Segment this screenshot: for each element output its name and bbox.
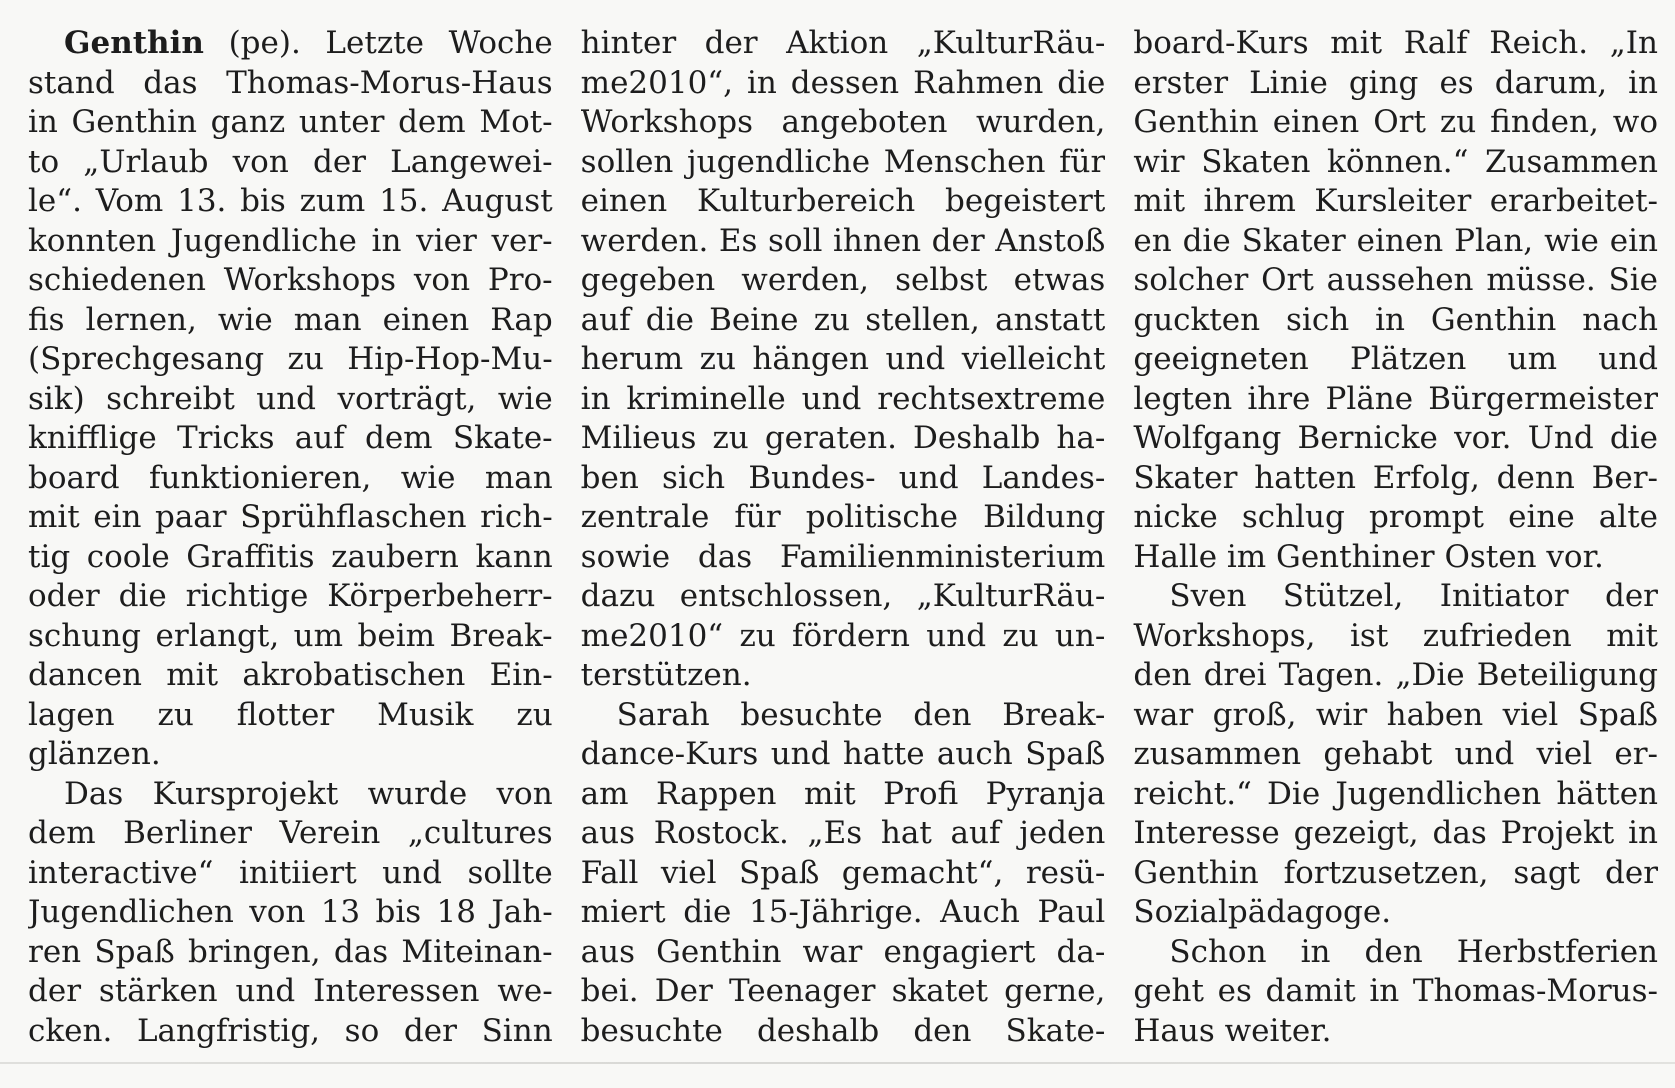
article-column-3: [1133, 24, 1658, 1064]
article-line: mit ihrem Kursleiter erarbeitet-: [1133, 183, 1659, 219]
article-line: werden. Es soll ihnen der Anstoß: [580, 222, 1106, 259]
article-line: lagen zu flotter Musik zu: [28, 696, 553, 733]
clipping-bottom-edge: [0, 1062, 1675, 1064]
article-line: Jugendlichen von 13 bis 18 Jah-: [28, 894, 553, 930]
article-line: Fall viel Spaß gemacht“, resü-: [580, 854, 1106, 891]
article-line: zentrale für politische Bildung: [580, 499, 1106, 535]
article-line: mit ein paar Sprühflaschen rich-: [28, 499, 553, 535]
article-line: oder die richtige Körperbeherr-: [28, 578, 553, 614]
article-line: sik) schreibt und vorträgt, wie: [28, 380, 553, 417]
article-line: Sozialpädagoge.: [1133, 894, 1392, 930]
article-line: Workshops angeboten wurden,: [580, 104, 1106, 140]
article-line: schung erlangt, um beim Break-: [28, 617, 553, 654]
article-column-2: [581, 24, 1106, 1064]
article-line: interactive“ initiiert und sollte: [28, 854, 553, 891]
article-line: cken. Langfristig, so der Sinn: [28, 1012, 553, 1049]
article-line: glänzen.: [28, 736, 161, 772]
article-line: miert die 15-Jährige. Auch Paul: [580, 894, 1106, 930]
article-line: ben sich Bundes- und Landes-: [580, 459, 1106, 496]
article-line: sowie das Familienministerium: [580, 538, 1106, 575]
article-line: der stärken und Interessen we-: [28, 973, 553, 1009]
article-line: in Genthin ganz unter dem Mot-: [28, 104, 553, 140]
article-line: auf die Beine zu stellen, anstatt: [580, 301, 1106, 338]
article-line: guckten sich in Genthin nach: [1133, 301, 1659, 338]
article-line: ren Spaß bringen, das Miteinan-: [28, 933, 553, 970]
article-line: geeigneten Plätzen um und: [1133, 341, 1659, 377]
article-line: am Rappen mit Profi Pyranja: [580, 775, 1106, 812]
article-line: in kriminelle und rechtsextreme: [580, 380, 1106, 417]
article-line: Genthin einen Ort zu finden, wo: [1133, 104, 1659, 140]
article-line: schiedenen Workshops von Pro-: [28, 262, 553, 298]
article-line: Wolfgang Bernicke vor. Und die: [1133, 420, 1659, 456]
article-line: Halle im Genthiner Osten vor.: [1133, 538, 1604, 575]
article-line: zusammen gehabt und viel er-: [1133, 736, 1659, 772]
article-line: tig coole Graffitis zaubern kann: [28, 538, 553, 575]
article-line: dazu entschlossen, „KulturRäu-: [580, 578, 1106, 614]
article-line: Sven Stützel, Initiator der: [1169, 578, 1659, 614]
article-line: gegeben werden, selbst etwas: [580, 262, 1106, 298]
article-line: wir Skaten können.“ Zusammen: [1133, 143, 1659, 180]
article-line: geht es damit in Thomas-Morus-: [1133, 973, 1659, 1009]
article-line: aus Genthin war engagiert da-: [580, 933, 1106, 970]
article-line: sollen jugendliche Menschen für: [580, 143, 1106, 180]
article-line: reicht.“ Die Jugendlichen hätten: [1133, 775, 1659, 812]
article-line: aus Rostock. „Es hat auf jeden: [580, 815, 1106, 851]
article-line: Haus weiter.: [1133, 1012, 1332, 1049]
article-line: me2010“, in dessen Rahmen die: [580, 64, 1106, 101]
article-line: en die Skater einen Plan, wie ein: [1133, 222, 1659, 259]
article-line: herum zu hängen und vielleicht: [580, 341, 1106, 377]
article-line: dancen mit akrobatischen Ein-: [28, 657, 553, 693]
article-line: hinter der Aktion „KulturRäu-: [580, 25, 1106, 61]
article-line: den drei Tagen. „Die Beteiligung: [1133, 657, 1659, 693]
article-line: nicke schlug prompt eine alte: [1133, 499, 1659, 535]
article-line: (Sprechgesang zu Hip-Hop-Mu-: [28, 341, 553, 377]
article-line: dem Berliner Verein „cultures: [28, 815, 553, 851]
article-line: Das Kursprojekt wurde von: [64, 775, 553, 812]
article-line: solcher Ort aussehen müsse. Sie: [1133, 262, 1659, 298]
article-line: fis lernen, wie man einen Rap: [28, 301, 553, 338]
dateline: Genthin: [64, 25, 204, 61]
article-line: Skater hatten Erfolg, denn Ber-: [1133, 459, 1659, 496]
article-line: Genthin fortzusetzen, sagt der: [1133, 854, 1659, 891]
article-line: Milieus zu geraten. Deshalb ha-: [580, 420, 1106, 456]
article-line: einen Kulturbereich begeistert: [580, 183, 1106, 219]
article-line: knifflige Tricks auf dem Skate-: [28, 420, 553, 456]
article-line: bei. Der Teenager skatet gerne,: [580, 973, 1106, 1009]
article-line: dance-Kurs und hatte auch Spaß: [580, 736, 1106, 772]
article-line-text: (pe). Letzte Woche: [228, 25, 553, 61]
article-line: [28, 24, 553, 64]
article-line: to „Urlaub von der Langewei-: [28, 143, 553, 180]
article-line: terstützen.: [580, 657, 752, 693]
article-line: Schon in den Herbstferien: [1169, 933, 1659, 970]
article-line: me2010“ zu fördern und zu un-: [580, 617, 1106, 654]
article-columns: [28, 24, 1658, 1064]
article-line: board-Kurs mit Ralf Reich. „In: [1133, 25, 1659, 61]
article-line: legten ihre Pläne Bürgermeister: [1133, 380, 1659, 417]
article-line: erster Linie ging es darum, in: [1133, 64, 1659, 101]
article-line: war groß, wir haben viel Spaß: [1133, 696, 1659, 733]
article-line: Interesse gezeigt, das Projekt in: [1133, 815, 1659, 851]
article-column-1: [28, 24, 553, 1064]
article-line: Sarah besuchte den Break-: [616, 696, 1106, 733]
article-line: le“. Vom 13. bis zum 15. August: [28, 183, 553, 219]
article-line: board funktionieren, wie man: [28, 459, 553, 496]
article-line: konnten Jugendliche in vier ver-: [28, 222, 553, 259]
article-line: Workshops, ist zufrieden mit: [1133, 617, 1659, 654]
article-line: besuchte deshalb den Skate-: [580, 1012, 1106, 1049]
article-line: stand das Thomas-Morus-Haus: [28, 64, 553, 101]
